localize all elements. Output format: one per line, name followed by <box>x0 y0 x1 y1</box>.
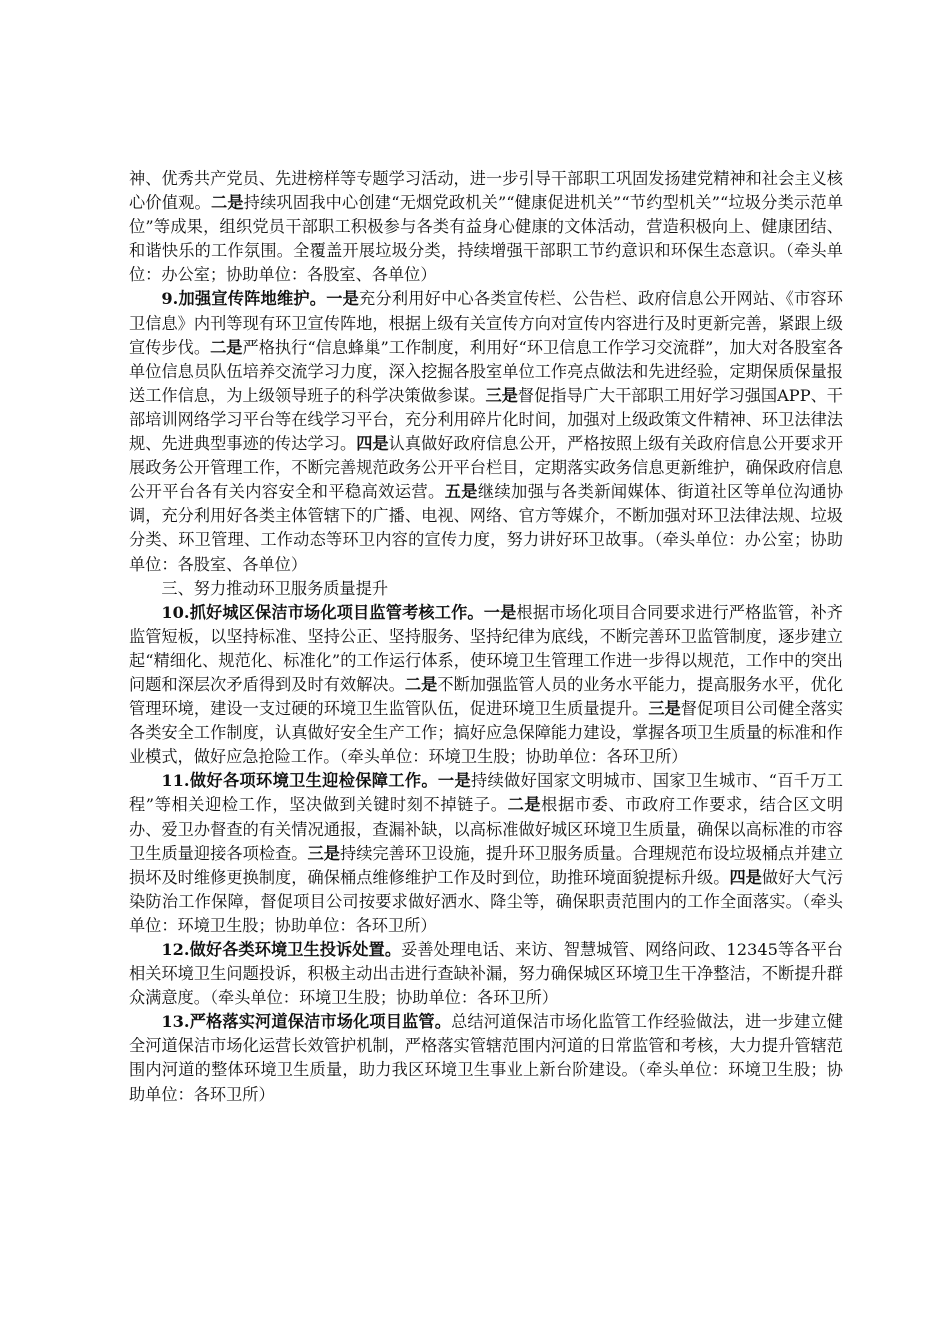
document-page <box>129 167 843 1107</box>
item-9-text-5: 继续加强与各类新闻媒体、街道社区等单位沟通协调，充分利用好各类主体管辖下的广播、电视、网络、官方等媒介，不断加强对环卫法律法规、垃圾分类、环卫管理、工作动态等环卫内容的宣传力度，努力讲好环卫故事。（牵头单位：办公室；协助单位：各股室、各单位） <box>129 482 844 574</box>
paragraph-item-11 <box>129 769 843 938</box>
section-heading-3 <box>129 577 843 601</box>
item-11-text-3: 持续完善环卫设施，提升环卫服务质量。合理规范布设垃圾桶点并建立损坏及时维修更换制度，确保桶点维修维护工作及时到位，助推环境面貌提标升级。 <box>129 843 844 887</box>
paragraph-1-text-2: 持续巩固我中心创建“无烟党政机关”“健康促进机关”“节约型机关”“垃圾分类示范单位”等成果，组织党员干部职工积极参与各类有益身心健康的文体活动，营造积极向上、健康团结、和谐快乐的工作氛围。全覆盖开展垃圾分类，持续增强干部职工节约意识和环保生态意识。（牵头单位：办公室；协助单位：各股室、各单位） <box>129 193 844 285</box>
item-12-text-1: 妥善处理电话、来访、智慧城管、网络问政、12345等各平台相关环境卫生问题投诉，积极主动出击进行查缺补漏，努力确保城区环境卫生干净整洁，不断提升群众满意度。（牵头单位：环境卫生股；协助单位：各环卫所） <box>129 940 843 1008</box>
section-heading-3-text: 三、努力推动环卫服务质量提升 <box>161 578 389 598</box>
item-11-title: 11.做好各项环境卫生迎检保障工作。 <box>161 771 438 791</box>
item-9-label-1: 一是 <box>326 289 360 309</box>
item-9-label-5: 五是 <box>444 482 478 502</box>
paragraph-1-label-2: 二是 <box>210 193 244 213</box>
item-9-text-1: 充分利用好中心各类宣传栏、公告栏、政府信息公开网站、《市容环卫信息》内刊等现有环卫宣传阵地，根据上级有关宣传方向对宣传内容进行及时更新完善，紧跟上级宣传步伐。 <box>129 289 843 357</box>
item-13-text-1: 总结河道保洁市场化监管工作经验做法，进一步建立健全河道保洁市场化运营长效管护机制，严格落实管辖范围内河道的日常监管和考核，大力提升管辖范围内河道的整体环境卫生质量，助力我区环境卫生事业上新台阶建设。（牵头单位：环境卫生股；协助单位：各环卫所） <box>129 1012 843 1104</box>
item-11-text-2: 根据市委、市政府工作要求，结合区文明办、爱卫办督查的有关情况通报，查漏补缺，以高标准做好城区环境卫生质量，确保以高标准的市容卫生质量迎接各项检查。 <box>129 795 844 863</box>
item-11-label-4: 四是 <box>729 867 762 887</box>
item-9-text-4: 认真做好政府信息公开，严格按照上级有关政府信息公开要求开展政务公开管理工作，不断完善规范政务公开平台栏目，定期落实政务信息更新维护，确保政府信息公开平台各有关内容安全和平稳高效运营。 <box>129 434 844 502</box>
item-9-text-2: 严格执行“信息蜂巢”工作制度，利用好“环卫信息工作学习交流群”，加大对各股室各单位信息员队伍培养交流学习力度，深入挖掘各股室单位工作亮点做法和先进经验，定期保质保量报送工作信息，为上级领导班子的科学决策做参谋。 <box>129 337 844 405</box>
paragraph-item-10 <box>129 601 843 770</box>
item-11-label-3: 三是 <box>307 843 340 863</box>
item-13-title: 13.严格落实河道保洁市场化项目监管。 <box>161 1012 452 1032</box>
paragraph-item-12 <box>129 938 843 1010</box>
paragraph-item-13 <box>129 1010 843 1106</box>
item-9-label-2: 二是 <box>210 337 243 357</box>
item-9-title: 9.加强宣传阵地维护。 <box>161 289 327 309</box>
item-9-label-4: 四是 <box>356 434 389 454</box>
paragraph-item-9 <box>129 287 843 576</box>
item-10-text-2: 不断加强监管人员的业务水平能力，提高服务水平，优化管理环境，建设一支过硬的环境卫生监管队伍，促进环境卫生质量提升。 <box>129 674 844 719</box>
paragraph-1 <box>129 167 843 287</box>
item-10-text-3: 督促项目公司健全落实各类安全工作制度，认真做好安全生产工作；搞好应急保障能力建设，掌握各项卫生质量的标准和作业模式，做好应急抢险工作。（牵头单位：环境卫生股；协助单位：各环卫所） <box>129 699 844 767</box>
item-11-text-1: 持续做好国家文明城市、国家卫生城市、“百千万工程”等相关迎检工作，坚决做到关键时刻不掉链子。 <box>129 771 843 815</box>
item-10-label-1: 一是 <box>483 602 517 622</box>
paragraph-1-text-1: 神、优秀共产党员、先进榜样等专题学习活动，进一步引导干部职工巩固发扬建党精神和社会主义核心价值观。 <box>129 169 843 213</box>
item-12-title: 12.做好各类环境卫生投诉处置。 <box>161 940 402 959</box>
item-10-label-3: 三是 <box>648 699 681 719</box>
item-10-title: 10.抓好城区保洁市场化项目监管考核工作。 <box>161 602 484 622</box>
item-11-text-4: 做好大气污染防治工作保障，督促项目公司按要求做好洒水、降尘等，确保职责范围内的工作全面落实。（牵头单位：环境卫生股；协助单位：各环卫所） <box>129 867 844 935</box>
item-11-label-1: 一是 <box>437 771 471 791</box>
item-10-text-1: 根据市场化项目合同要求进行严格监管，补齐监管短板，以坚持标准、坚持公正、坚持服务、坚持纪律为底线，不断完善环卫监管制度，逐步建立起“精细化、规范化、标准化”的工作运行体系，使环境卫生管理工作进一步得以规范，工作中的突出问题和深层次矛盾得到及时有效解决。 <box>129 602 843 694</box>
item-9-label-3: 三是 <box>485 385 518 405</box>
item-9-text-3: 督促指导广大干部职工用好学习强国APP、干部培训网络学习平台等在线学习平台，充分利用碎片化时间，加强对上级政策文件精神、环卫法律法规、先进典型事迹的传达学习。 <box>129 385 843 454</box>
item-11-label-2: 二是 <box>507 795 542 815</box>
item-10-label-2: 二是 <box>404 674 438 694</box>
